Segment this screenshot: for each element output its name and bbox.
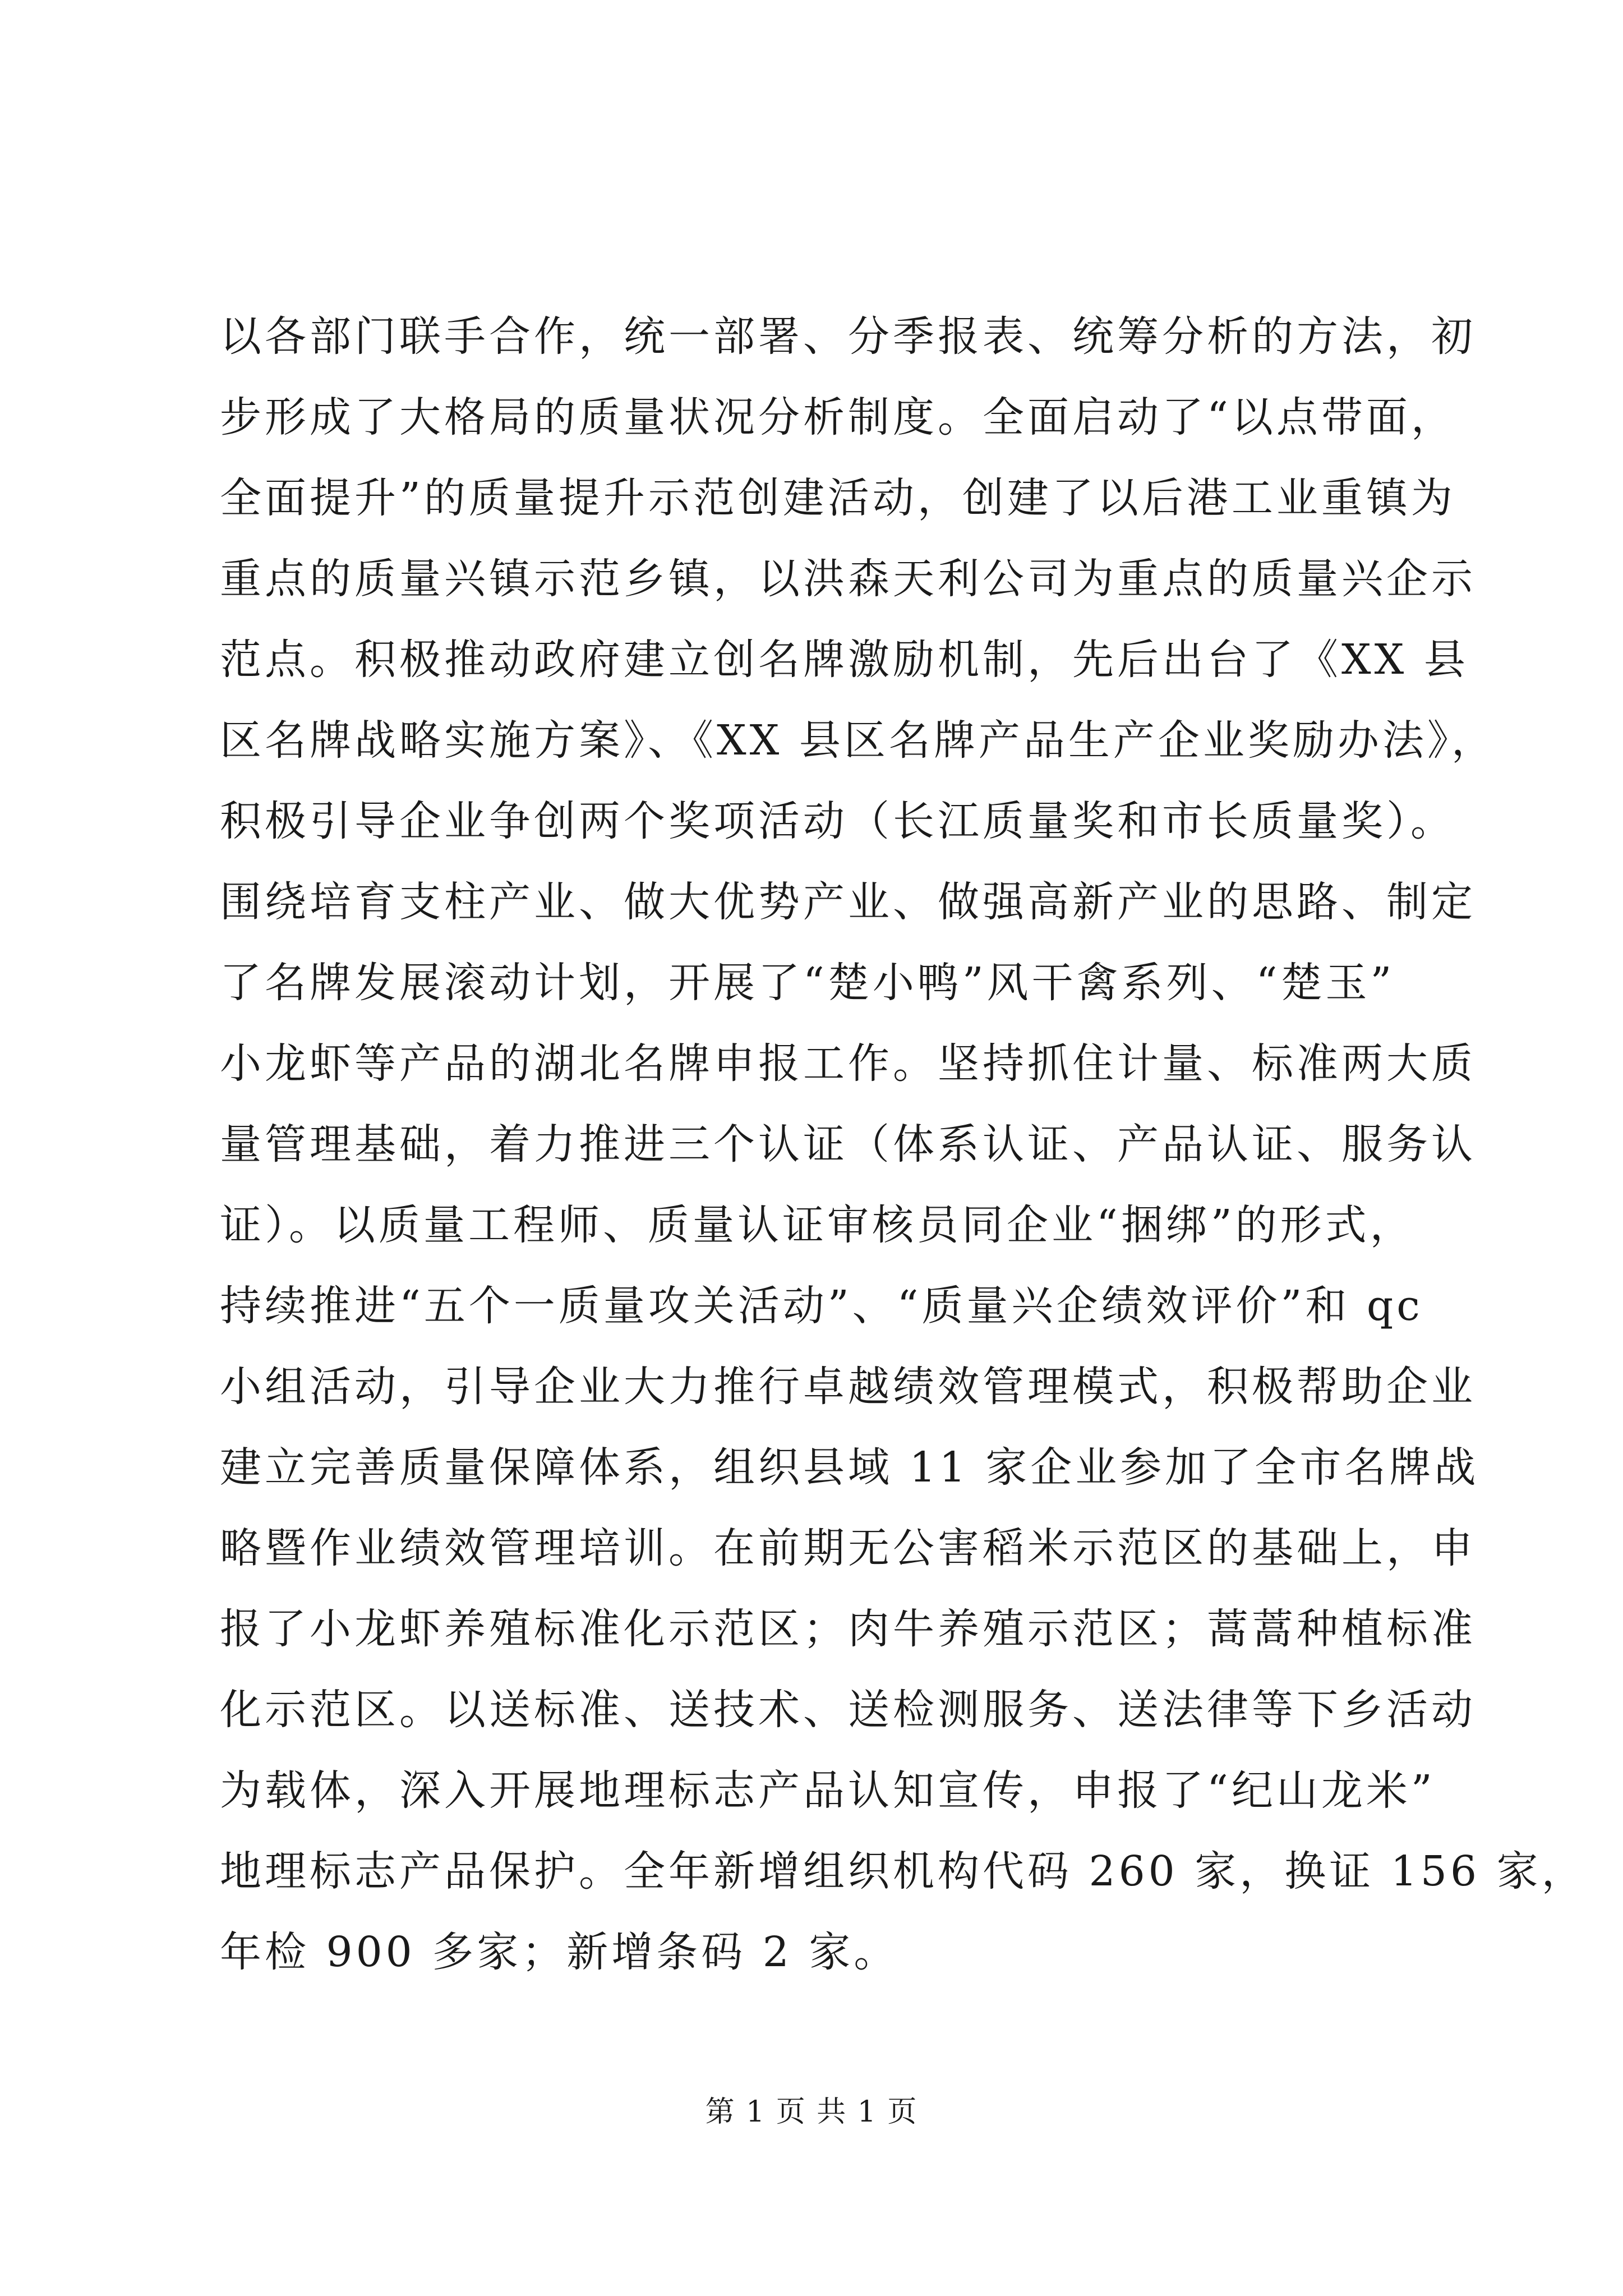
- text-line: 区名牌战略实施方案》、《XX 县区名牌产品生产企业奖励办法》，: [220, 716, 1496, 765]
- text-line: 范点。积极推动政府建立创名牌激励机制，先后出台了《XX 县: [220, 636, 1469, 684]
- text-line: 围绕培育支柱产业、做大优势产业、做强高新产业的思路、制定: [220, 878, 1476, 926]
- text-line: 证）。以质量工程师、质量认证审核员同企业“捆绑”的形式，: [220, 1201, 1415, 1249]
- text-line: 小组活动，引导企业大力推行卓越绩效管理模式，积极帮助企业: [220, 1363, 1476, 1411]
- page-number-footer: 第 1 页 共 1 页: [705, 2095, 918, 2129]
- text-line: 略暨作业绩效管理培训。在前期无公害稻米示范区的基础上，申: [220, 1524, 1476, 1572]
- text-line: 报了小龙虾养殖标准化示范区；肉牛养殖示范区；蒿蒿种植标准: [220, 1605, 1476, 1653]
- text-line: 小龙虾等产品的湖北名牌申报工作。坚持抓住计量、标准两大质: [220, 1039, 1476, 1088]
- text-line: 建立完善质量保障体系，组织县域 11 家企业参加了全市名牌战: [220, 1443, 1479, 1492]
- text-line: 了名牌发展滚动计划，开展了“楚小鸭”风干禽系列、“楚玉”: [220, 959, 1395, 1007]
- text-line: 全面提升”的质量提升示范创建活动，创建了以后港工业重镇为: [220, 474, 1456, 522]
- body-paragraph: [220, 296, 1587, 1993]
- text-line: 积极引导企业争创两个奖项活动（长江质量奖和市长质量奖）。: [220, 797, 1455, 845]
- text-line: 为载体，深入开展地理标志产品认知宣传，申报了“纪山龙米”: [220, 1766, 1436, 1815]
- text-line: 持续推进“五个一质量攻关活动”、“质量兴企绩效评价”和 qc: [220, 1282, 1423, 1330]
- text-line: 以各部门联手合作，统一部署、分季报表、统筹分析的方法，初: [220, 312, 1476, 361]
- text-line: 化示范区。以送标准、送技术、送检测服务、送法律等下乡活动: [220, 1686, 1476, 1734]
- text-line: 年检 900 多家；新增条码 2 家。: [220, 1928, 899, 1976]
- text-line: 步形成了大格局的质量状况分析制度。全面启动了“以点带面，: [220, 393, 1456, 441]
- text-line: 地理标志产品保护。全年新增组织机构代码 260 家，换证 156 家，: [220, 1847, 1587, 1895]
- text-line: 量管理基础，着力推进三个认证（体系认证、产品认证、服务认: [220, 1120, 1476, 1168]
- text-line: 重点的质量兴镇示范乡镇，以洪森天利公司为重点的质量兴企示: [220, 555, 1476, 603]
